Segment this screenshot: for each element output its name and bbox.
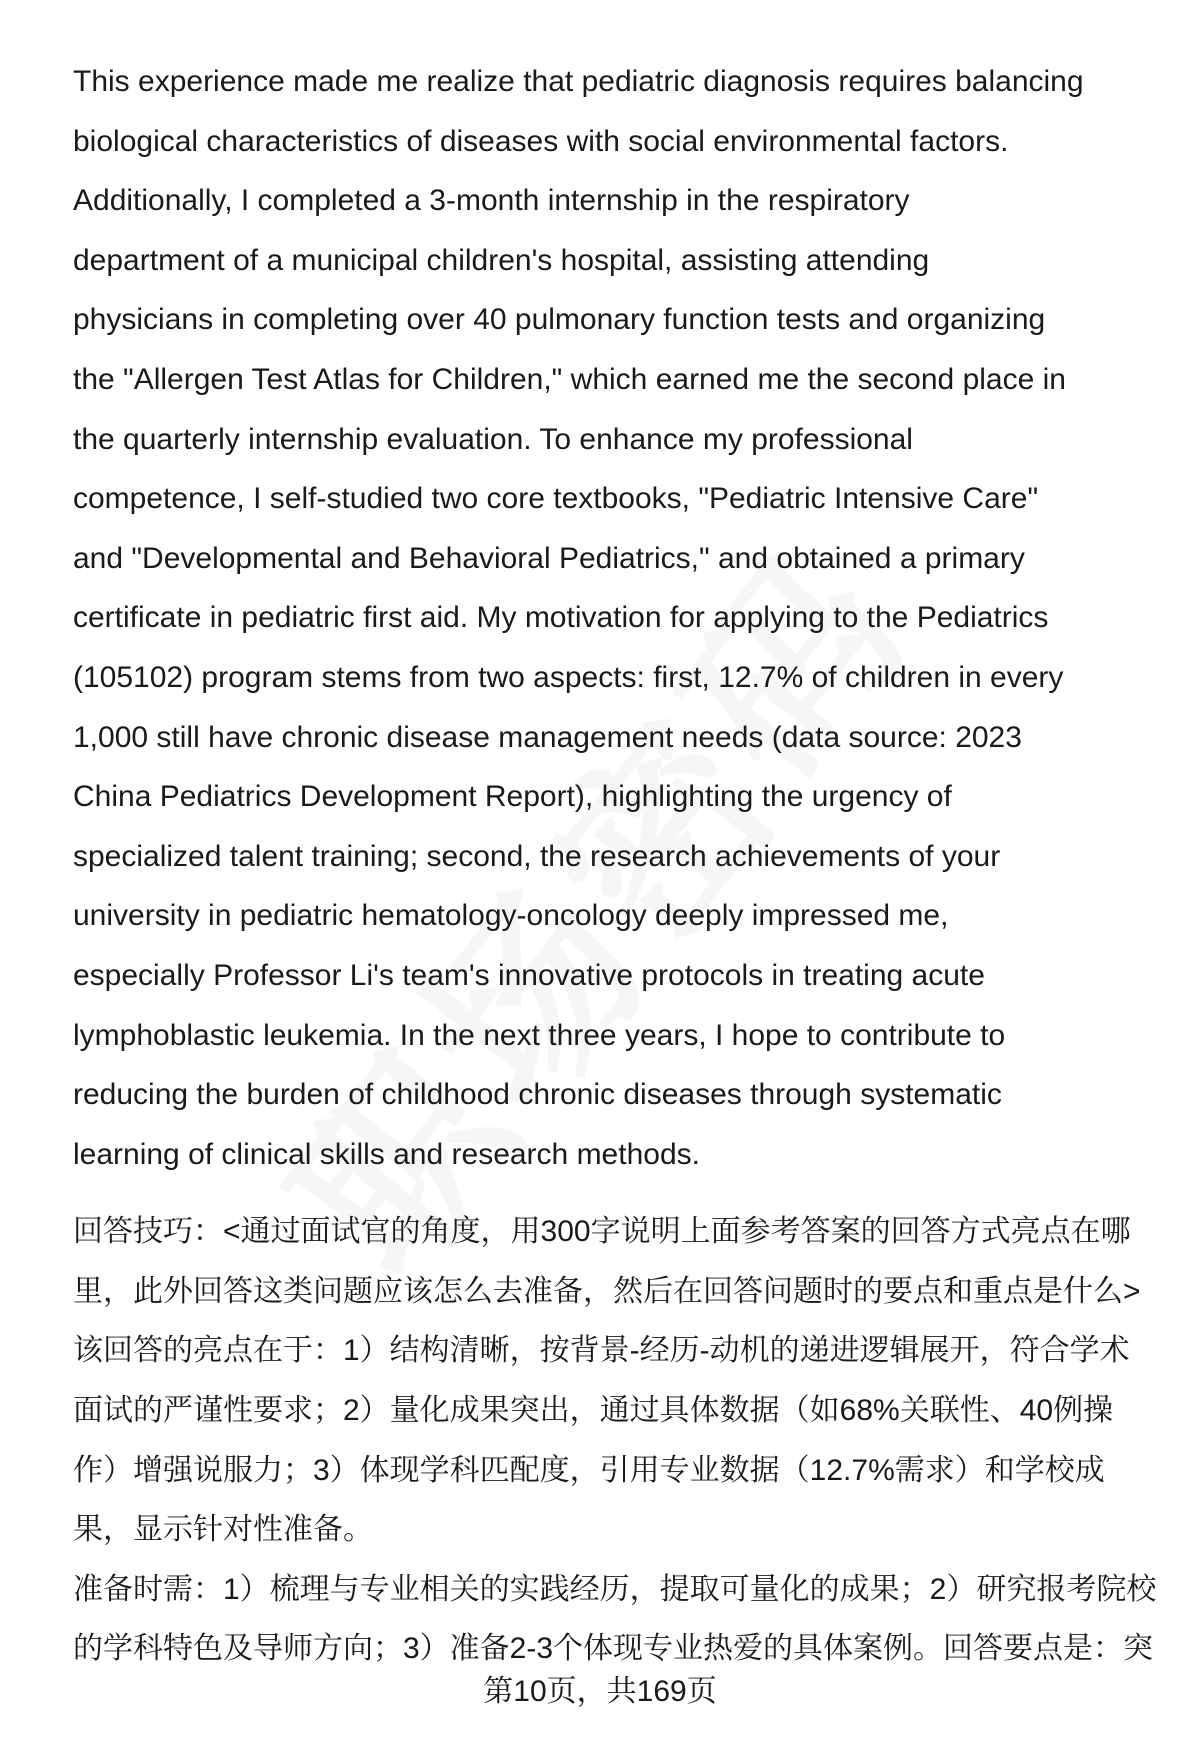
text-line: learning of clinical skills and research methods. [73,1137,700,1171]
text-line: department of a municipal children's hospital, assisting attending [73,243,930,277]
text-line: lymphoblastic leukemia. In the next three years, I hope to contribute to [73,1018,1006,1052]
text-line: and "Developmental and Behavioral Pediatrics," and obtained a primary [73,541,1025,575]
text-line: 该回答的亮点在于：1）结构清晰，按背景-经历-动机的递进逻辑展开，符合学术 [73,1334,1130,1368]
text-line: competence, I self-studied two core textbooks, "Pediatric Intensive Care" [73,482,1039,516]
page-footer-number: 第10页，共169页 [483,1675,717,1708]
text-line: 作）增强说服力；3）体现学科匹配度，引用专业数据（12.7%需求）和学校成 [73,1453,1105,1487]
text-line: 准备时需：1）梳理与专业相关的实践经历，提取可量化的成果；2）研究报考院校 [73,1572,1157,1606]
text-line: the "Allergen Test Atlas for Children," which earned me the second place in [73,362,1066,396]
text-line: 回答技巧：<通过面试官的角度，用300字说明上面参考答案的回答方式亮点在哪 [73,1215,1131,1249]
reference-answer-paragraph [73,52,1163,1184]
text-line: 1,000 still have chronic disease management needs (data source: 2023 [73,720,1022,754]
text-line: 果，显示针对性准备。 [73,1513,373,1547]
text-line: China Pediatrics Development Report), highlighting the urgency of [73,780,952,814]
text-line: 面试的严谨性要求；2）量化成果突出，通过具体数据（如68%关联性、40例操 [73,1394,1114,1428]
document-page [73,52,1163,1679]
answer-tips-section [73,1202,1163,1679]
text-line: This experience made me realize that pediatric diagnosis requires balancing [73,65,1084,98]
text-line: the quarterly internship evaluation. To enhance my professional [73,422,913,456]
text-line: biological characteristics of diseases with social environmental factors. [73,124,1009,158]
text-line: specialized talent training; second, the research achievements of your [73,839,1001,873]
text-line: certificate in pediatric first aid. My motivation for applying to the Pediatrics [73,601,1049,635]
text-line: reducing the burden of childhood chronic diseases through systematic [73,1078,1002,1112]
text-line: university in pediatric hematology-oncology deeply impressed me, [73,899,949,933]
text-line: especially Professor Li's team's innovative protocols in treating acute [73,958,985,992]
text-line: physicians in completing over 40 pulmonary function tests and organizing [73,303,1046,337]
text-line: Additionally, I completed a 3-month internship in the respiratory [73,184,910,218]
text-line: 的学科特色及导师方向；3）准备2-3个体现专业热爱的具体案例。回答要点是：突 [73,1632,1154,1666]
text-line: 里，此外回答这类问题应该怎么去准备，然后在回答问题时的要点和重点是什么> [73,1274,1141,1308]
text-line: (105102) program stems from two aspects: first, 12.7% of children in every [73,660,1064,694]
